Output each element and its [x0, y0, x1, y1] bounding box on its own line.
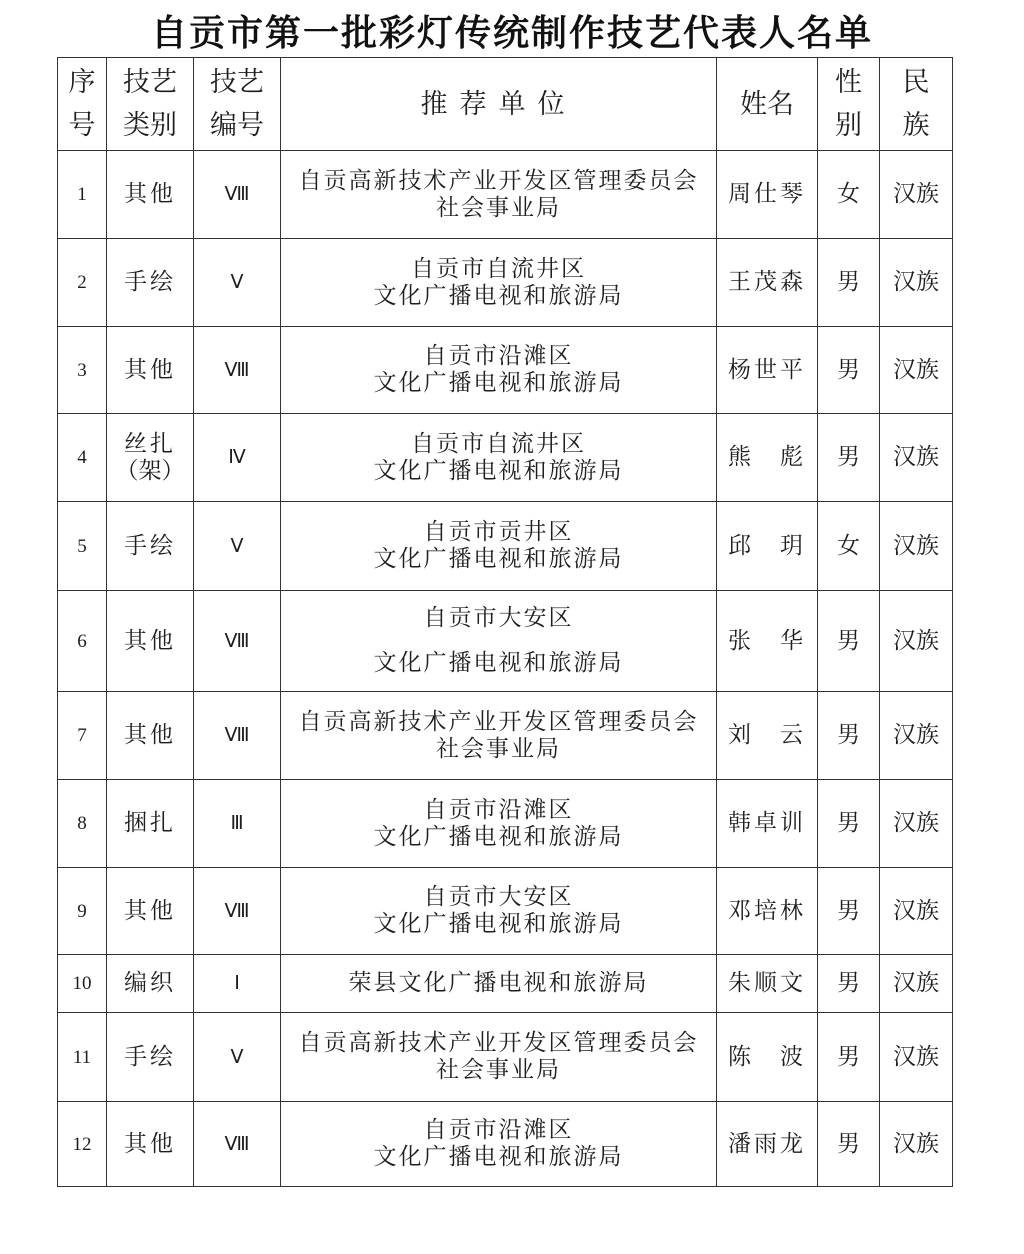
cell-seq: 9 — [58, 868, 107, 955]
cell-seq: 2 — [58, 239, 107, 327]
cell-unit — [281, 1013, 717, 1102]
cell-unit — [281, 591, 717, 692]
cell-unit — [281, 502, 717, 591]
header-ethnicity-line: 族 — [902, 110, 930, 141]
cell-name: 陈 波 — [717, 1013, 818, 1102]
cell-ethnicity: 汉族 — [880, 1102, 953, 1187]
table-row — [58, 1013, 953, 1102]
cell-seq: 3 — [58, 327, 107, 414]
cell-category-line: 其他 — [124, 356, 176, 383]
header-gender-line: 性 — [835, 67, 862, 98]
cell-category-line: 手绘 — [124, 269, 176, 295]
cell-category — [107, 151, 194, 239]
header-name: 姓名 — [717, 58, 818, 151]
cell-unit-line: 自贡市大安区 — [423, 884, 574, 910]
table-row — [58, 239, 953, 327]
cell-ethnicity: 汉族 — [880, 692, 953, 780]
cell-seq: 10 — [58, 955, 107, 1013]
cell-category-line: 捆扎 — [124, 810, 176, 836]
cell-unit-line: 文化广播电视和旅游局 — [373, 1144, 624, 1170]
cell-category-line: 其他 — [124, 1130, 176, 1157]
cell-category-line: 其他 — [124, 897, 176, 924]
cell-name: 韩卓训 — [717, 780, 818, 868]
cell-category — [107, 1013, 194, 1102]
cell-category — [107, 327, 194, 414]
cell-gender: 男 — [818, 414, 880, 502]
header-seq — [58, 58, 107, 151]
cell-gender: 男 — [818, 239, 880, 327]
cell-unit-line: 自贡市沿滩区 — [423, 343, 574, 369]
cell-unit-line: 文化广播电视和旅游局 — [373, 546, 624, 572]
cell-unit — [281, 780, 717, 868]
cell-unit-line: 自贡市贡井区 — [423, 519, 574, 545]
header-ethnicity — [880, 58, 953, 151]
cell-code: Ⅰ — [194, 955, 281, 1013]
cell-seq: 8 — [58, 780, 107, 868]
cell-ethnicity: 汉族 — [880, 1013, 953, 1102]
cell-ethnicity: 汉族 — [880, 591, 953, 692]
cell-ethnicity: 汉族 — [880, 502, 953, 591]
header-seq-line: 序 — [68, 67, 96, 98]
header-row — [58, 58, 953, 151]
table-row — [58, 955, 953, 1013]
cell-ethnicity: 汉族 — [880, 780, 953, 868]
cell-name: 杨世平 — [717, 327, 818, 414]
cell-unit-line: 文化广播电视和旅游局 — [373, 911, 624, 937]
table-row — [58, 591, 953, 692]
cell-category — [107, 692, 194, 780]
cell-unit — [281, 955, 717, 1013]
cell-gender: 男 — [818, 591, 880, 692]
cell-unit-line: 自贡市沿滩区 — [423, 796, 574, 823]
cell-category-line: 丝扎 — [124, 430, 176, 457]
cell-unit — [281, 868, 717, 955]
header-code-line: 技艺 — [210, 67, 264, 98]
table-row — [58, 502, 953, 591]
header-code — [194, 58, 281, 151]
cell-ethnicity: 汉族 — [880, 151, 953, 239]
cell-unit-line: 自贡高新技术产业开发区管理委员会 — [298, 1030, 699, 1056]
cell-category-line: 编织 — [124, 970, 176, 996]
cell-seq: 11 — [58, 1013, 107, 1102]
cell-name: 邱 玥 — [717, 502, 818, 591]
cell-category — [107, 868, 194, 955]
line-gap — [281, 632, 716, 650]
cell-code: Ⅴ — [194, 239, 281, 327]
cell-category-line: 其他 — [124, 627, 176, 654]
cell-unit-line: 文化广播电视和旅游局 — [373, 457, 624, 484]
cell-gender: 男 — [818, 780, 880, 868]
cell-name: 熊 彪 — [717, 414, 818, 502]
header-unit: 推荐单位 — [281, 58, 717, 151]
cell-category — [107, 1102, 194, 1187]
cell-name: 张 华 — [717, 591, 818, 692]
table-row — [58, 692, 953, 780]
cell-gender: 女 — [818, 502, 880, 591]
cell-category-line: 手绘 — [124, 532, 176, 559]
cell-gender: 男 — [818, 1102, 880, 1187]
cell-seq: 6 — [58, 591, 107, 692]
header-seq-line: 号 — [68, 110, 96, 141]
cell-ethnicity: 汉族 — [880, 239, 953, 327]
cell-code: Ⅲ — [194, 780, 281, 868]
cell-unit — [281, 151, 717, 239]
representatives-table — [57, 57, 953, 1187]
cell-unit-line: 文化广播电视和旅游局 — [373, 370, 624, 396]
cell-unit-line: 文化广播电视和旅游局 — [373, 282, 624, 309]
cell-gender: 男 — [818, 692, 880, 780]
cell-unit — [281, 414, 717, 502]
header-category — [107, 58, 194, 151]
cell-name: 周仕琴 — [717, 151, 818, 239]
cell-unit-line: 文化广播电视和旅游局 — [373, 823, 624, 850]
cell-category-line: 手绘 — [124, 1043, 176, 1070]
table-row — [58, 151, 953, 239]
cell-unit-line: 文化广播电视和旅游局 — [373, 650, 624, 676]
cell-seq: 4 — [58, 414, 107, 502]
cell-category — [107, 414, 194, 502]
cell-code: Ⅷ — [194, 692, 281, 780]
cell-ethnicity: 汉族 — [880, 327, 953, 414]
cell-unit — [281, 239, 717, 327]
cell-seq: 7 — [58, 692, 107, 780]
cell-gender: 男 — [818, 868, 880, 955]
cell-name: 朱顺文 — [717, 955, 818, 1013]
table-row — [58, 1102, 953, 1187]
cell-name: 刘 云 — [717, 692, 818, 780]
cell-code: Ⅷ — [194, 868, 281, 955]
table-row — [58, 414, 953, 502]
cell-seq: 5 — [58, 502, 107, 591]
cell-gender: 男 — [818, 1013, 880, 1102]
cell-unit-line: 自贡市自流井区 — [411, 255, 586, 282]
cell-seq: 1 — [58, 151, 107, 239]
cell-ethnicity: 汉族 — [880, 414, 953, 502]
table-row — [58, 327, 953, 414]
cell-gender: 男 — [818, 327, 880, 414]
table-row — [58, 780, 953, 868]
cell-unit-line: 自贡高新技术产业开发区管理委员会 — [298, 708, 699, 735]
cell-category-line: 其他 — [124, 181, 176, 207]
cell-code: Ⅷ — [194, 1102, 281, 1187]
cell-unit — [281, 327, 717, 414]
cell-unit-line: 社会事业局 — [436, 194, 561, 221]
header-category-line: 类别 — [123, 110, 177, 141]
cell-ethnicity: 汉族 — [880, 955, 953, 1013]
cell-name: 邓培林 — [717, 868, 818, 955]
cell-unit-line: 荣县文化广播电视和旅游局 — [348, 970, 649, 996]
cell-unit-line: 社会事业局 — [436, 735, 561, 762]
cell-unit-line: 社会事业局 — [436, 1057, 561, 1083]
table-row — [58, 868, 953, 955]
header-code-line: 编号 — [210, 110, 264, 141]
cell-code: Ⅴ — [194, 1013, 281, 1102]
cell-category — [107, 780, 194, 868]
cell-category — [107, 591, 194, 692]
cell-code: Ⅳ — [194, 414, 281, 502]
header-gender — [818, 58, 880, 151]
cell-name: 潘雨龙 — [717, 1102, 818, 1187]
cell-unit — [281, 1102, 717, 1187]
cell-code: Ⅷ — [194, 327, 281, 414]
cell-category — [107, 955, 194, 1013]
cell-category — [107, 239, 194, 327]
cell-seq: 12 — [58, 1102, 107, 1187]
header-ethnicity-line: 民 — [902, 67, 930, 98]
cell-unit — [281, 692, 717, 780]
cell-ethnicity: 汉族 — [880, 868, 953, 955]
cell-gender: 女 — [818, 151, 880, 239]
cell-unit-line: 自贡高新技术产业开发区管理委员会 — [298, 167, 699, 194]
cell-code: Ⅷ — [194, 151, 281, 239]
cell-name: 王茂森 — [717, 239, 818, 327]
header-gender-line: 别 — [835, 110, 862, 141]
cell-code: Ⅴ — [194, 502, 281, 591]
cell-unit-line: 自贡市自流井区 — [411, 430, 586, 457]
cell-category — [107, 502, 194, 591]
cell-unit-line: 自贡市大安区 — [423, 605, 574, 631]
cell-category-line: （架） — [115, 457, 185, 484]
cell-code: Ⅷ — [194, 591, 281, 692]
cell-gender: 男 — [818, 955, 880, 1013]
cell-category-line: 其他 — [124, 722, 176, 748]
header-category-line: 技艺 — [123, 67, 177, 98]
document-title: 自贡市第一批彩灯传统制作技艺代表人名单 — [150, 12, 873, 54]
cell-unit-line: 自贡市沿滩区 — [423, 1117, 574, 1143]
